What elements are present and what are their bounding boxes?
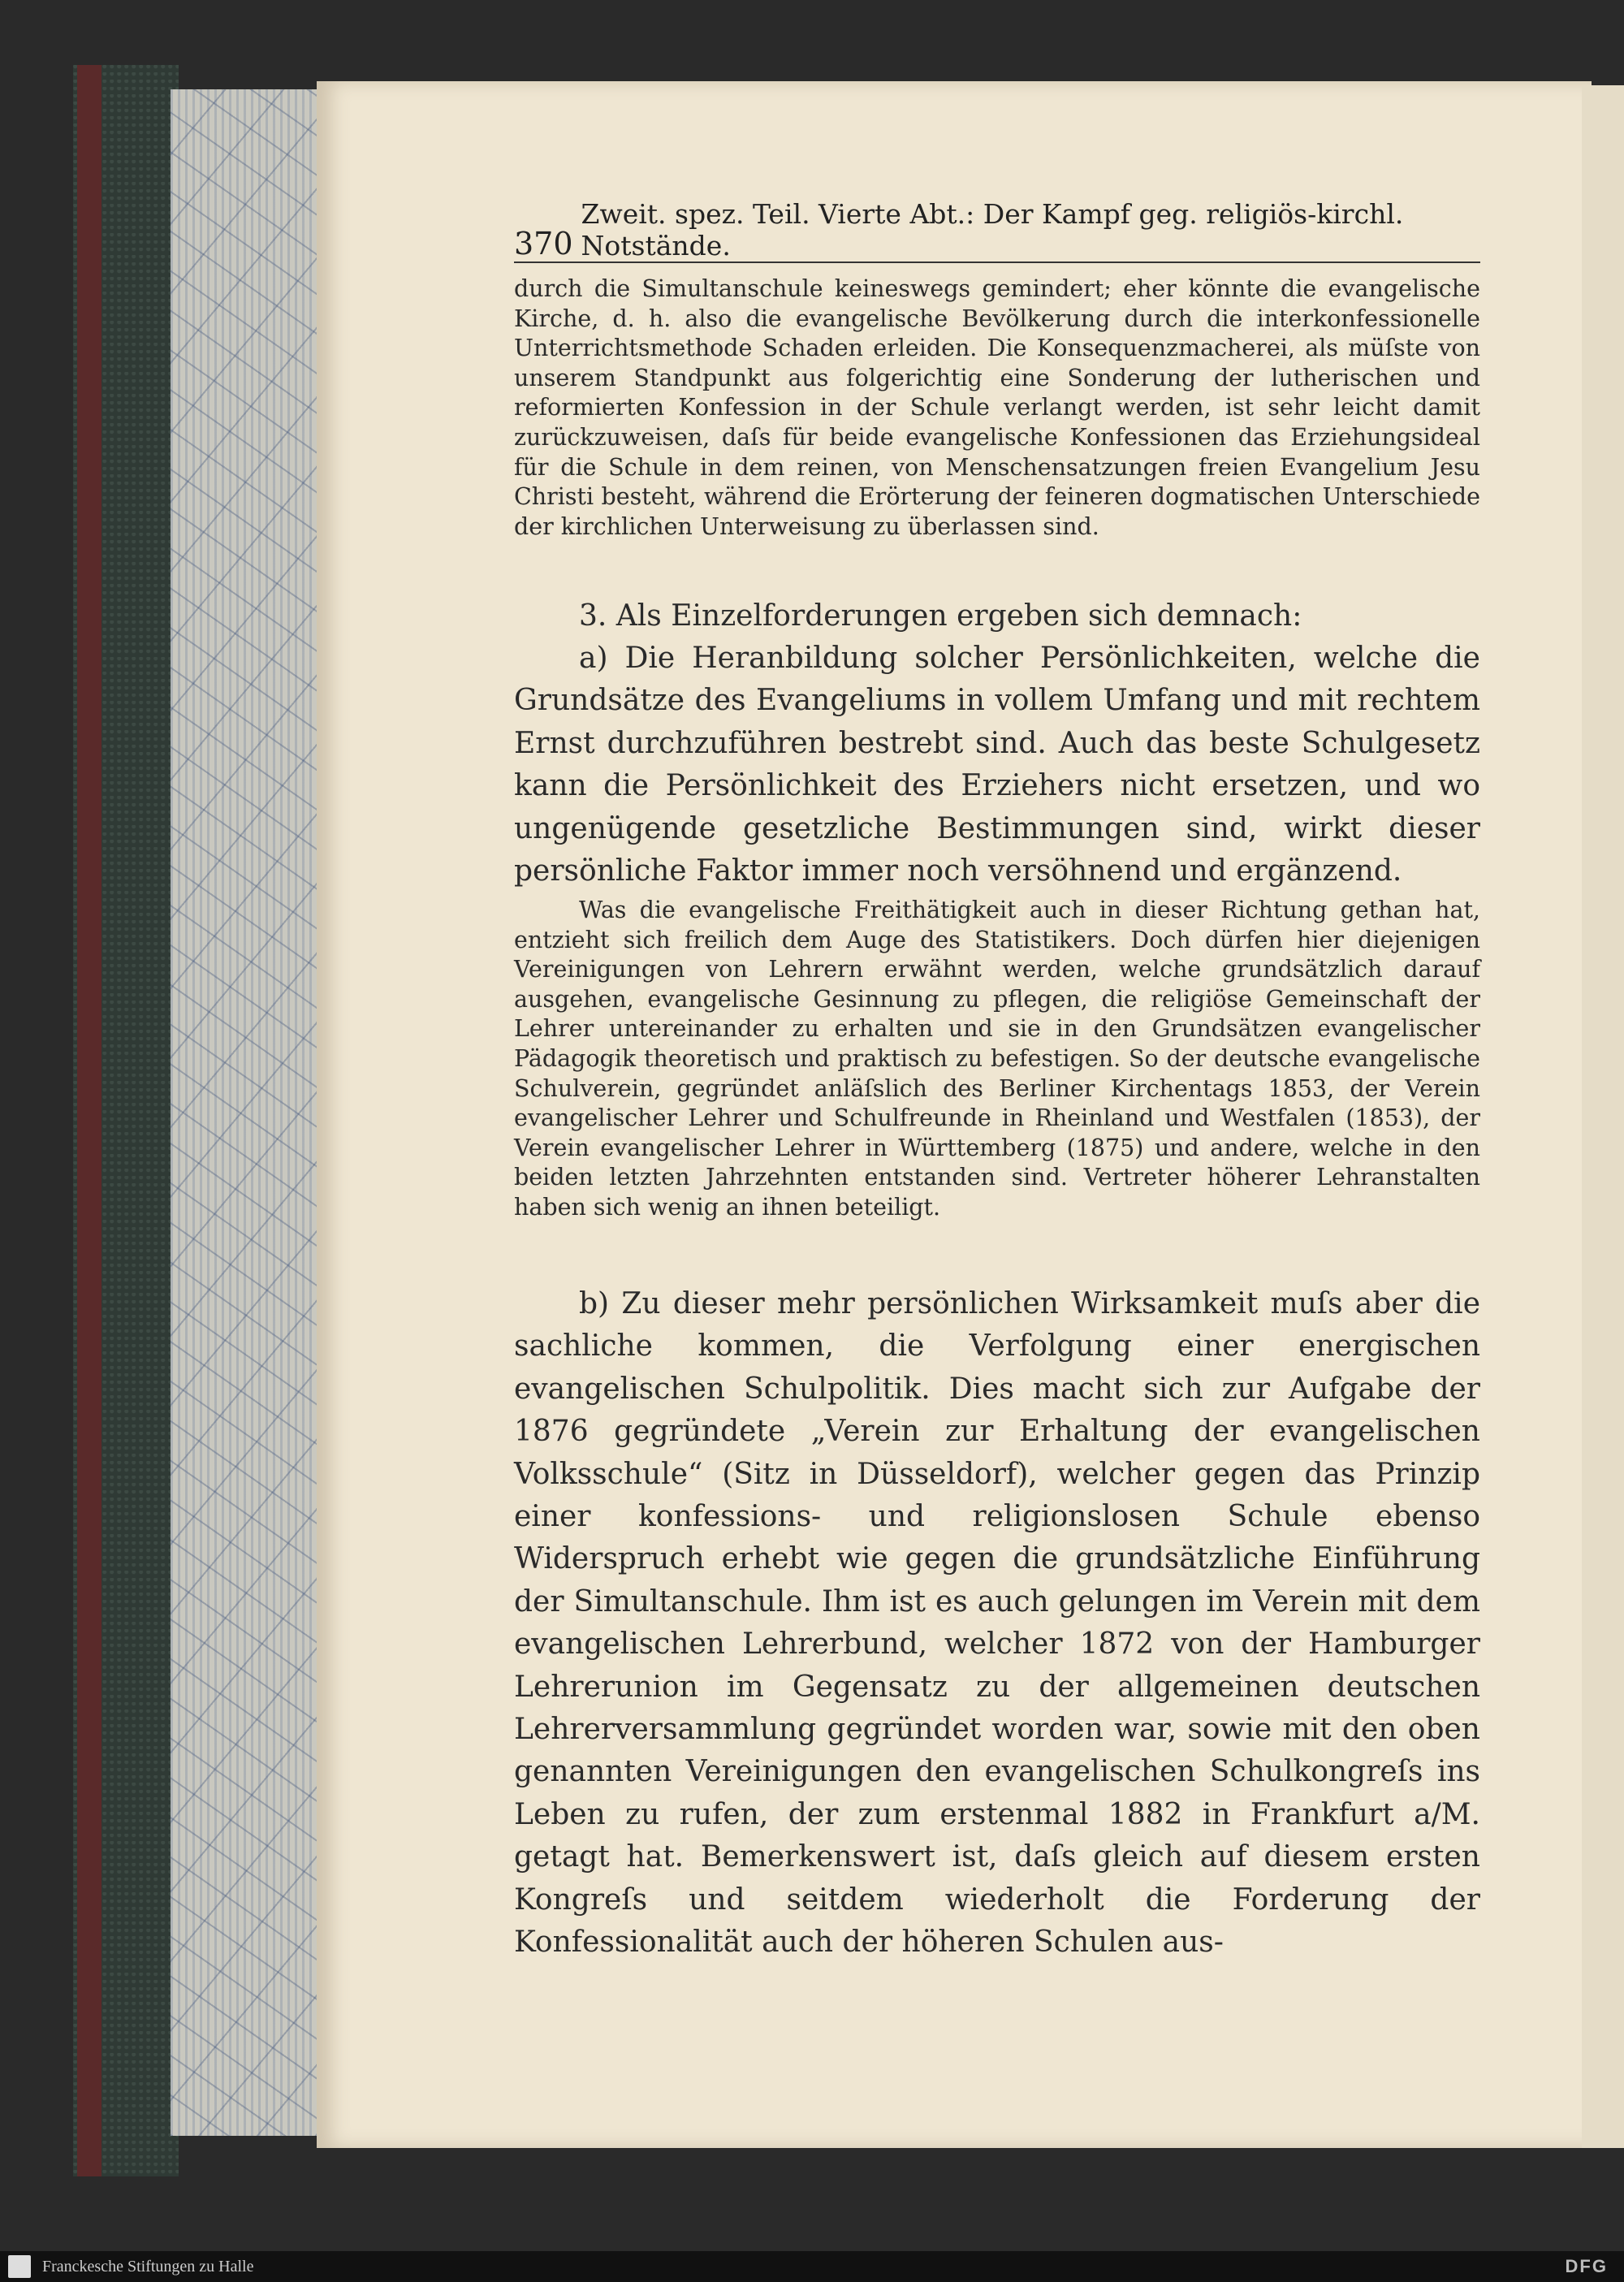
body-text: a) Die Heranbildung solcher Persönlichkeiten, welche die Grundsätze des Evangeliums in vollem Umfang und mit rechtem Ernst durchzuführen bestrebt sind. Auch das beste Schulgesetz kann die Persönlichkeit des Erziehers nicht ersetzen, und wo ungenügende gesetzliche Bestimmungen sind, wirkt dieser persönliche Faktor immer noch versöhnend und ergänzend. [514, 642, 1480, 888]
body-text: durch die Simultanschule keineswegs gemindert; eher könnte die evangelische Kirche, d. h. also die evangelische Bevölkerung durch die interkonfessionelle Unterrichtsmethode Schaden erleiden. Die Konsequenzmacherei, als müſste von unserem Standpunkt aus folgerichtig eine Sonderung der lutherischen und reformierten Konfession in der Schule verlangt werden, ist sehr leicht damit zurückzuweisen, daſs für beide evangelische Konfessionen das Erziehungsideal für die Schule in dem reinen, von Menschensatzungen freien Evangelium Jesu Christi besteht, während die Erörterung der feineren dogmatischen Unterschiede der kirchlichen Unterweisung zu überlassen sind. [514, 275, 1480, 540]
running-header [514, 198, 1480, 263]
institution-name: Franckesche Stiftungen zu Halle [42, 2257, 254, 2276]
body-text: Was die evangelische Freithätigkeit auch in dieser Richtung gethan hat, entzieht sich freilich dem Auge des Statistikers. Doch dürfen hier diejenigen Vereinigungen von Lehrern erwähnt werden, welche grundsätzlich darauf ausgehen, evangelische Gesinnung zu pflegen, die religiöse Gemeinschaft der Lehrer untereinander zu erhalten und sie in den Grundsätzen evangelischer Pädagogik theoretisch und praktisch zu befestigen. So der deutsche evangelische Schulverein, gegründet anläſslich des Berliner Kirchentags 1853, der Verein evangelischer Lehrer und Schulfreunde in Rheinland und Westfalen (1853), der Verein evangelischer Lehrer in Württemberg (1875) und andere, welche in den beiden letzten Jahrzehnten entstanden sind. Vertreter höherer Lehranstalten haben sich wenig an ihnen beteiligt. [514, 897, 1480, 1221]
viewer-footer [0, 2251, 1624, 2282]
institution-logo-icon [8, 2255, 31, 2278]
paragraph-continuation [514, 274, 1480, 542]
section-heading [514, 595, 1480, 637]
dfg-logo: DFG [1565, 2256, 1608, 2276]
body-text: b) Zu dieser mehr persönlichen Wirksamkeit muſs aber die sachliche kommen, die Verfolgung einer energischen evangelischen Schulpolitik. Dies macht sich zur Aufgabe der 1876 gegründete „Verein zur Erhaltung der evangelischen Volksschule“ (Sitz in Düsseldorf), welcher gegen das Prinzip einer konfessions- und religionslosen Schule ebenso Widerspruch erhebt wie gegen die grundsätzliche Einführung der Simultanschule. Ihm ist es auch gelungen im Verein mit dem evangelischen Lehrerbund, welcher 1872 von der Hamburger Lehrerunion im Gegensatz zu der allgemeinen deutschen Lehrerversammlung gegründet worden war, sowie mit den oben genannten Vereinigungen den evangelischen Schulkongreſs ins Leben zu rufen, der zum erstenmal 1882 in Frankfurt a/M. getagt hat. Bemerkenswert ist, daſs gleich auf diesem ersten Kongreſs und seitdem wiederholt die Forderung der Konfessionalität auch der höheren Schulen aus- [514, 1287, 1480, 1960]
paragraph-a [514, 637, 1480, 892]
paragraph-note [514, 896, 1480, 1223]
marbled-page-edge [171, 89, 317, 2136]
facing-page-edge [1582, 85, 1624, 2148]
book-spine [77, 65, 102, 2176]
body-text: 3. Als Einzelforderungen ergeben sich demnach: [579, 599, 1302, 633]
paragraph-b [514, 1283, 1480, 1964]
running-title: Zweit. spez. Teil. Vierte Abt.: Der Kampf geg. religiös-kirchl. Notstände. [581, 198, 1404, 261]
page-number: 370 [514, 226, 573, 261]
